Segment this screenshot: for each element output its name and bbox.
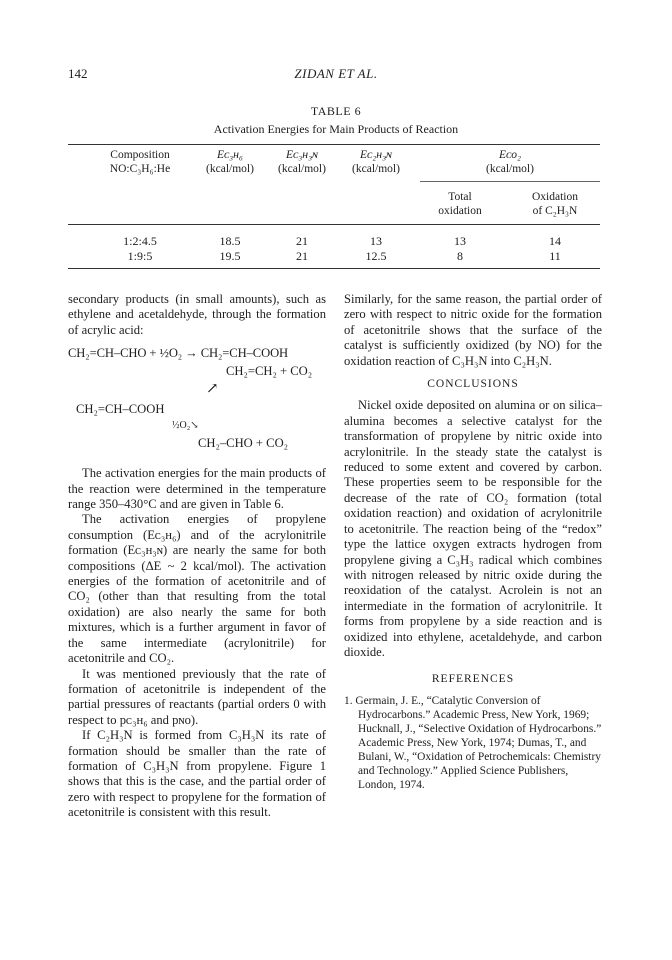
cell-e-c3h3n: 21 bbox=[296, 234, 308, 248]
conclusions-heading: CONCLUSIONS bbox=[427, 378, 519, 391]
header-composition-line2: NO:C₃H₆:He bbox=[109, 163, 171, 175]
cell-e-c2h3n: 12.5 bbox=[365, 249, 387, 263]
table-caption: Activation Energies for Main Products of Reaction bbox=[213, 122, 459, 136]
left-paragraph-5: If C₂H₃N is formed from C₃H₃N its rate of formation should be smaller than the rate of formation of C₃H₃N from propylene. Figure 1 shows that this is the case, and the partial order of zero with respect to propylene for the formation of acetonitrile is consistent with this result. bbox=[68, 728, 326, 820]
cell-e-c3h3n: 21 bbox=[296, 249, 308, 263]
header-composition-line1: Composition bbox=[110, 149, 170, 161]
header-e-co2-unit: (kcal/mol) bbox=[486, 163, 534, 175]
header-e-c3h6 bbox=[190, 148, 270, 176]
header-ox-line1: Oxidation bbox=[532, 191, 578, 203]
equation-line-2: CH₂=CH₂ + CO₂ bbox=[226, 364, 313, 379]
cell-e-c2h3n: 13 bbox=[370, 234, 382, 248]
reference-1: 1. Germain, J. E., “Catalytic Conversion of Hydrocarbons.” Academic Press, New York, 1969; Hucknall, J., “Selective Oxidation of Hydrocarbons.” Academic Press, New York, 1974; Dumas, T., and Bulani, W., “Oxidation of Petrochemicals: Chemistry and Technology.” Applied Science Publishers, London, 1974. bbox=[344, 694, 602, 791]
cell-ox: 14 bbox=[549, 234, 561, 248]
left-paragraph-2: The activation energies for the main products of the reaction were determined in the temperature range 350–430°C and are given in Table 6. bbox=[68, 466, 326, 512]
equation-line-4: CH₂–CHO + CO₂ bbox=[198, 436, 289, 451]
equation-line-3: CH₂=CH–COOH bbox=[76, 402, 165, 417]
cell-e-c3h6: 19.5 bbox=[219, 249, 241, 263]
header-e-c3h3n bbox=[262, 148, 342, 176]
header-composition bbox=[80, 148, 200, 176]
equation-arrow-label: ½O₂↘ bbox=[172, 420, 199, 432]
references-heading: REFERENCES bbox=[431, 673, 515, 686]
equation-arrow-up: ↗ bbox=[206, 381, 219, 398]
right-paragraph-2: Nickel oxide deposited on alumina or on silica–alumina becomes a selective catalyst for the transformation of propylene by nitric oxide into acrylonitrile. In the steady state the catalyst is reduced to some extent and covered by carbon. These properties seem to be responsible for the decrease of the rate of CO₂ formation (total oxidation reaction) and oxidation of acrylonitrile to acetonitrile. The reaction being of the “redox” type the lattice oxygen extracts hydrogen from propylene giving a C₃H₃ radical which combines with nitrogen released by nitric oxide during the reoxidation of the catalyst. Acrolein is not an intermediate in the formation of acrylonitrile. It forms from propylene by a side reaction and is oxidized into ethylene, acetaldehyde, and carbon dioxide. bbox=[344, 398, 602, 659]
table-bottom-rule bbox=[68, 268, 600, 269]
header-e-c2h3n-symbol: Eᴄ₂ʜ₃ɴ bbox=[360, 149, 392, 161]
header-e-c3h3n-symbol: Eᴄ₃ʜ₃ɴ bbox=[286, 149, 318, 161]
header-e-co2 bbox=[450, 148, 570, 176]
table-header-rule bbox=[68, 224, 600, 225]
page-number: 142 bbox=[68, 66, 88, 81]
right-paragraph-1: Similarly, for the same reason, the partial order of zero with respect to nitric oxide for the formation of acetonitrile shows that the surface of the catalyst is sufficiently oxidized (by NO) for the oxidation reaction of C₃H₃N into C₂H₃N. bbox=[344, 292, 602, 368]
reaction-scheme bbox=[68, 338, 326, 466]
header-e-c2h3n bbox=[336, 148, 416, 176]
header-e-c3h6-symbol: Eᴄ₃ʜ₆ bbox=[216, 149, 244, 161]
left-column bbox=[68, 292, 326, 821]
running-head-authors: ZIDAN ET AL. bbox=[294, 66, 378, 81]
header-total-line2: oxidation bbox=[438, 205, 482, 217]
header-ox-line2: of C₂H₃N bbox=[532, 205, 578, 217]
header-e-c2h3n-unit: (kcal/mol) bbox=[352, 163, 400, 175]
left-paragraph-3: The activation energies of propylene consumption (Eᴄ₃ʜ₆) and of the acrylonitrile formation (Eᴄ₃ʜ₃ɴ) are nearly the same for both compositions (ΔE ~ 2 kcal/mol). The activation energies of the formation of acetonitrile and of CO₂ (other than that resulting from the total oxidation) are also nearly the same for both mixtures, which is a further argument in favor of the same intermediate (acrylonitrile) for acetonitrile and CO₂. bbox=[68, 512, 326, 666]
cell-e-c3h6: 18.5 bbox=[219, 234, 241, 248]
right-column bbox=[344, 292, 602, 792]
header-e-c3h6-unit: (kcal/mol) bbox=[206, 163, 254, 175]
left-paragraph-1: secondary products (in small amounts), such as ethylene and acetaldehyde, through the formation of acrylic acid: bbox=[68, 292, 326, 337]
table-top-rule bbox=[68, 144, 600, 145]
running-head bbox=[68, 66, 604, 84]
header-total-oxidation bbox=[420, 190, 500, 218]
cell-composition: 1:2:4.5 bbox=[123, 234, 157, 248]
cell-total: 8 bbox=[457, 249, 463, 263]
header-e-co2-symbol: Eᴄᴏ₂ bbox=[499, 149, 521, 161]
equation-line-1: CH₂=CH–CHO + ½O₂ → CH₂=CH–COOH bbox=[68, 346, 289, 361]
header-e-c3h3n-unit: (kcal/mol) bbox=[278, 163, 326, 175]
header-total-line1: Total bbox=[448, 191, 472, 203]
left-paragraph-4: It was mentioned previously that the rate of formation of acetonitrile is independent of the partial pressures of reactants (partial orders 0 with respect to pᴄ₃ʜ₆ and pɴᴏ). bbox=[68, 666, 326, 727]
cell-ox: 11 bbox=[549, 249, 561, 263]
table-co2-subrule bbox=[420, 181, 600, 182]
table-title: TABLE 6 bbox=[310, 104, 362, 118]
cell-composition: 1:9:5 bbox=[127, 249, 153, 263]
header-oxidation-c2h3n bbox=[510, 190, 600, 218]
cell-total: 13 bbox=[454, 234, 466, 248]
